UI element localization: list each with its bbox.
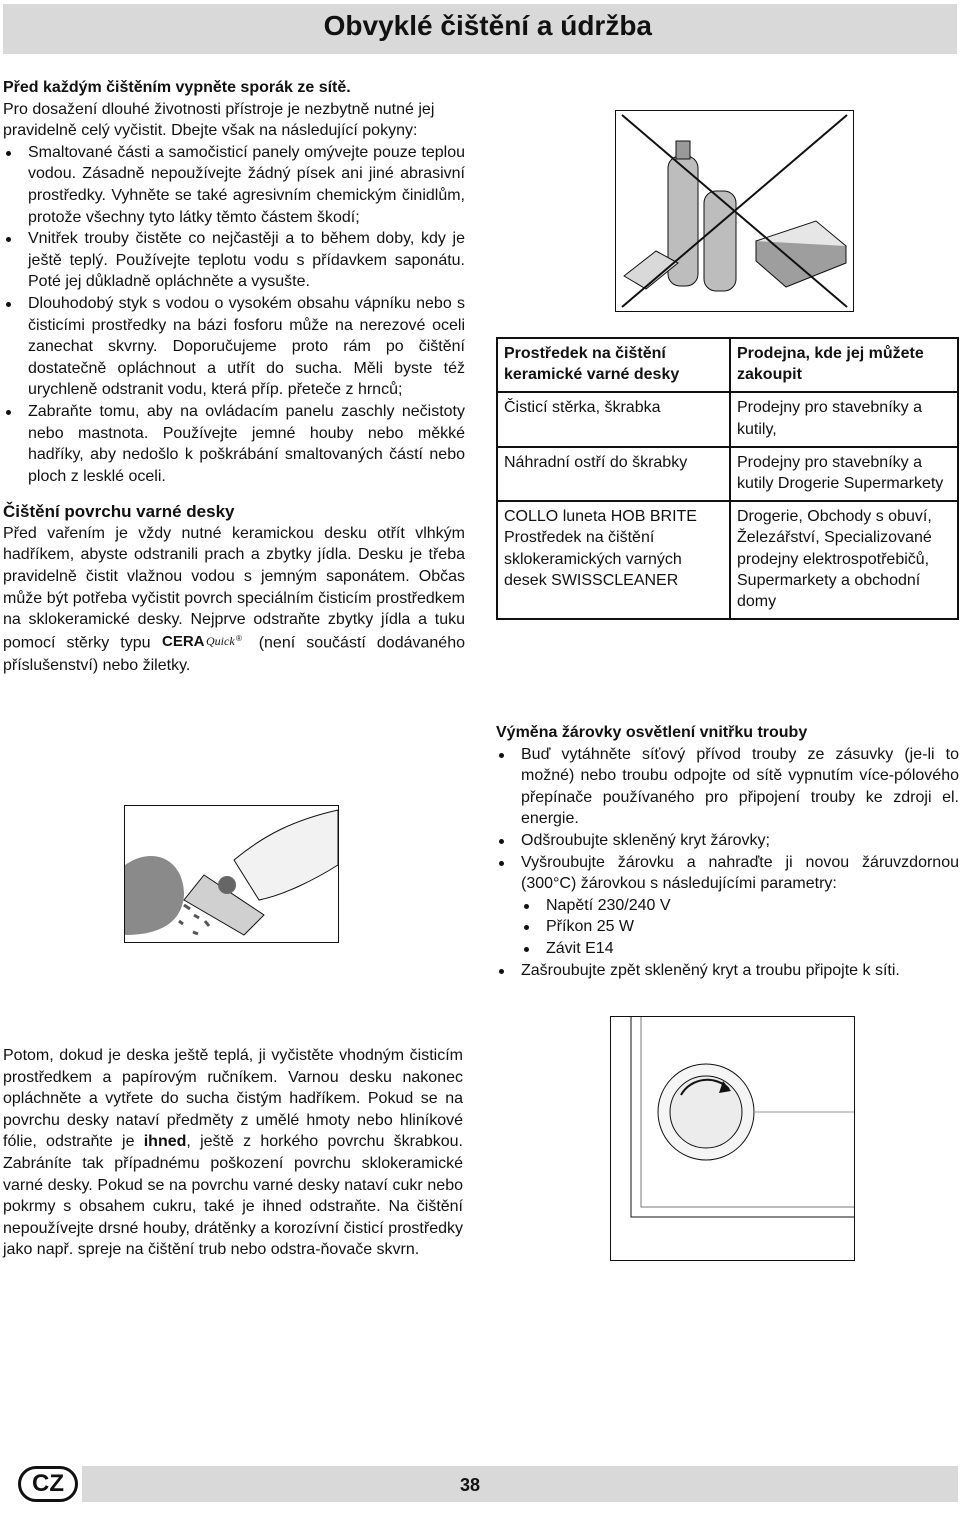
- table-header-cell: Prostředek na čištění keramické varné desky: [497, 338, 730, 392]
- table-cell: Náhradní ostří do škrabky: [497, 447, 730, 501]
- prohibited-cleaners-illustration: [615, 110, 854, 312]
- table-cell: Čisticí stěrka, škrabka: [497, 392, 730, 446]
- hob-heading: Čištění povrchu varné desky: [3, 502, 235, 522]
- table-cell: Prodejny pro stavebníky a kutily,: [730, 392, 958, 446]
- continuation-bold: ihned: [143, 1133, 187, 1151]
- svg-text:CERA: CERA: [161, 632, 205, 649]
- scraper-illustration: [124, 805, 339, 943]
- table-cell: Drogerie, Obchody s obuví, Železářství, Specializované prodejny elektrospotřebičů, Supermarkety a obchodní domy: [730, 501, 958, 619]
- page-title: Obvyklé čištění a údržba: [323, 10, 652, 41]
- list-item: Vnitřek trouby čistěte co nejčastěji a to během doby, kdy je ještě teplý. Používejte teplotu vodu s přídavkem saponátu. Poté jej důkladně opláchněte a vysušte.: [3, 228, 465, 293]
- cleaning-products-table: [496, 337, 959, 620]
- bulb-heading: Výměna žárovky osvětlení vnitřku trouby: [496, 724, 808, 741]
- page-number: 38: [460, 1475, 481, 1495]
- list-item: Buď vytáhněte síťový přívod trouby ze zásuvky (je-li to možné) nebo troubu odpojte od sítě vypnutím více-pólového přepínače používaného pro připojení trouby ke zdroji el. energie.: [496, 744, 959, 830]
- continuation-text: Potom, dokud je deska ještě teplá, ji vyčistěte vhodným čisticím prostředkem a papírovým ručníkem. Varnou desku nakonec opláchněte a vytřete do sucha čistým hadříkem. Pokud se na povrchu desky nataví předměty z umělé hmoty nebo hliníkové fólie, odstraňte je: [3, 1047, 463, 1151]
- svg-text:Quick: Quick: [205, 633, 235, 648]
- footer-bar: [82, 1466, 958, 1502]
- table-row: [497, 501, 958, 619]
- bulb-section: [496, 722, 959, 981]
- table-cell: Prodejny pro stavebníky a kutily Drogerie Supermarkety: [730, 447, 958, 501]
- spec-item: Příkon 25 W: [521, 916, 959, 938]
- bulb-specs: [521, 895, 959, 960]
- left-column: [3, 77, 465, 677]
- list-item: Dlouhodobý styk s vodou o vysokém obsahu vápníku nebo s čisticími prostředky na bázi fosforu může na nerezové oceli zanechat skvrny. Doporučujeme proto rám po čištění dostatečně opláchnout a utřít do sucha. Měli byste též urychleně odstranit vodu, která příp. přeteče z hrnců;: [3, 293, 465, 401]
- table-row: [497, 447, 958, 501]
- intro-text: Pro dosažení dlouhé životnosti přístroje je nezbytně nutné jej pravidelně celý vyčistit. Dbejte však na následující pokyny:: [3, 100, 435, 140]
- continuation-end: , ještě z horkého povrchu škrabkou. Zabráníte tak případnému poškození povrchu sklokeramické varné desky. Pokud se na povrchu varné desky nataví cukr nebo pokrmy s obsahem cukru, také je ihned odstraňte. Na čištění nepoužívejte drsné houby, drátěnky a korozívní čisticí prostředky jako např. spreje na čištění trub nebo odstra-ňovače skvrn.: [3, 1133, 463, 1259]
- list-item: Odšroubujte skleněný kryt žárovky;: [496, 830, 959, 852]
- list-item: Smaltované části a samočisticí panely omývejte pouze teplou vodou. Zásadně nepoužívejte žádný písek ani jiné abrasivní prostředky. Vyhněte se také agresivním chemickým činidlům, protože všechny tyto látky těmto částem škodí;: [3, 142, 465, 228]
- bulb-steps: [496, 744, 959, 982]
- spec-item: Závit E14: [521, 938, 959, 960]
- oven-lamp-illustration: [610, 1016, 855, 1261]
- list-item: Zabraňte tomu, aby na ovládacím panelu zaschly nečistoty nebo mastnota. Používejte jemné houby nebo měkké hadříky, aby nedošlo k poškrábání smaltovaných částí nebo ploch z lesklé oceli.: [3, 401, 465, 487]
- table-row: [497, 338, 958, 392]
- table-cell: COLLO luneta HOB BRITE Prostředek na čištění sklokeramických varných desek SWISSCLEANER: [497, 501, 730, 619]
- step-text: Vyšroubujte žárovku a nahraďte ji novou žáruvzdornou (300°C) žárovkou s následujícími parametry:: [521, 853, 959, 893]
- list-item: [496, 852, 959, 960]
- hob-continuation: [3, 1045, 463, 1261]
- warning-text: Před každým čištěním vypněte sporák ze sítě.: [3, 79, 351, 96]
- hob-text: [3, 523, 465, 677]
- table-header-cell: Prodejna, kde jej můžete zakoupit: [730, 338, 958, 392]
- hob-text-after-logo: (není součástí dodávaného příslušenství) nebo žiletky.: [3, 634, 465, 675]
- list-item: Zašroubujte zpět skleněný kryt a troubu připojte k síti.: [496, 960, 959, 982]
- care-bullets: [3, 142, 465, 488]
- svg-text:®: ®: [235, 633, 242, 643]
- hob-text-before-logo: Před vařením je vždy nutné keramickou desku otřít vlhkým hadříkem, abyste odstranili prach a zbytky jídla. Desku je třeba pravidelně čistit vlažnou vodou s jemným saponátem. Občas může být potřeba vyčistit povrch speciálním čisticím prostředkem na sklokeramické desky. Nejprve odstraňte zbytky jídla a tuku pomocí stěrky typu: [3, 524, 465, 652]
- cera-quick-logo: [162, 631, 244, 656]
- spec-item: Napětí 230/240 V: [521, 895, 959, 917]
- table-row: [497, 392, 958, 446]
- language-badge: CZ: [18, 1466, 78, 1502]
